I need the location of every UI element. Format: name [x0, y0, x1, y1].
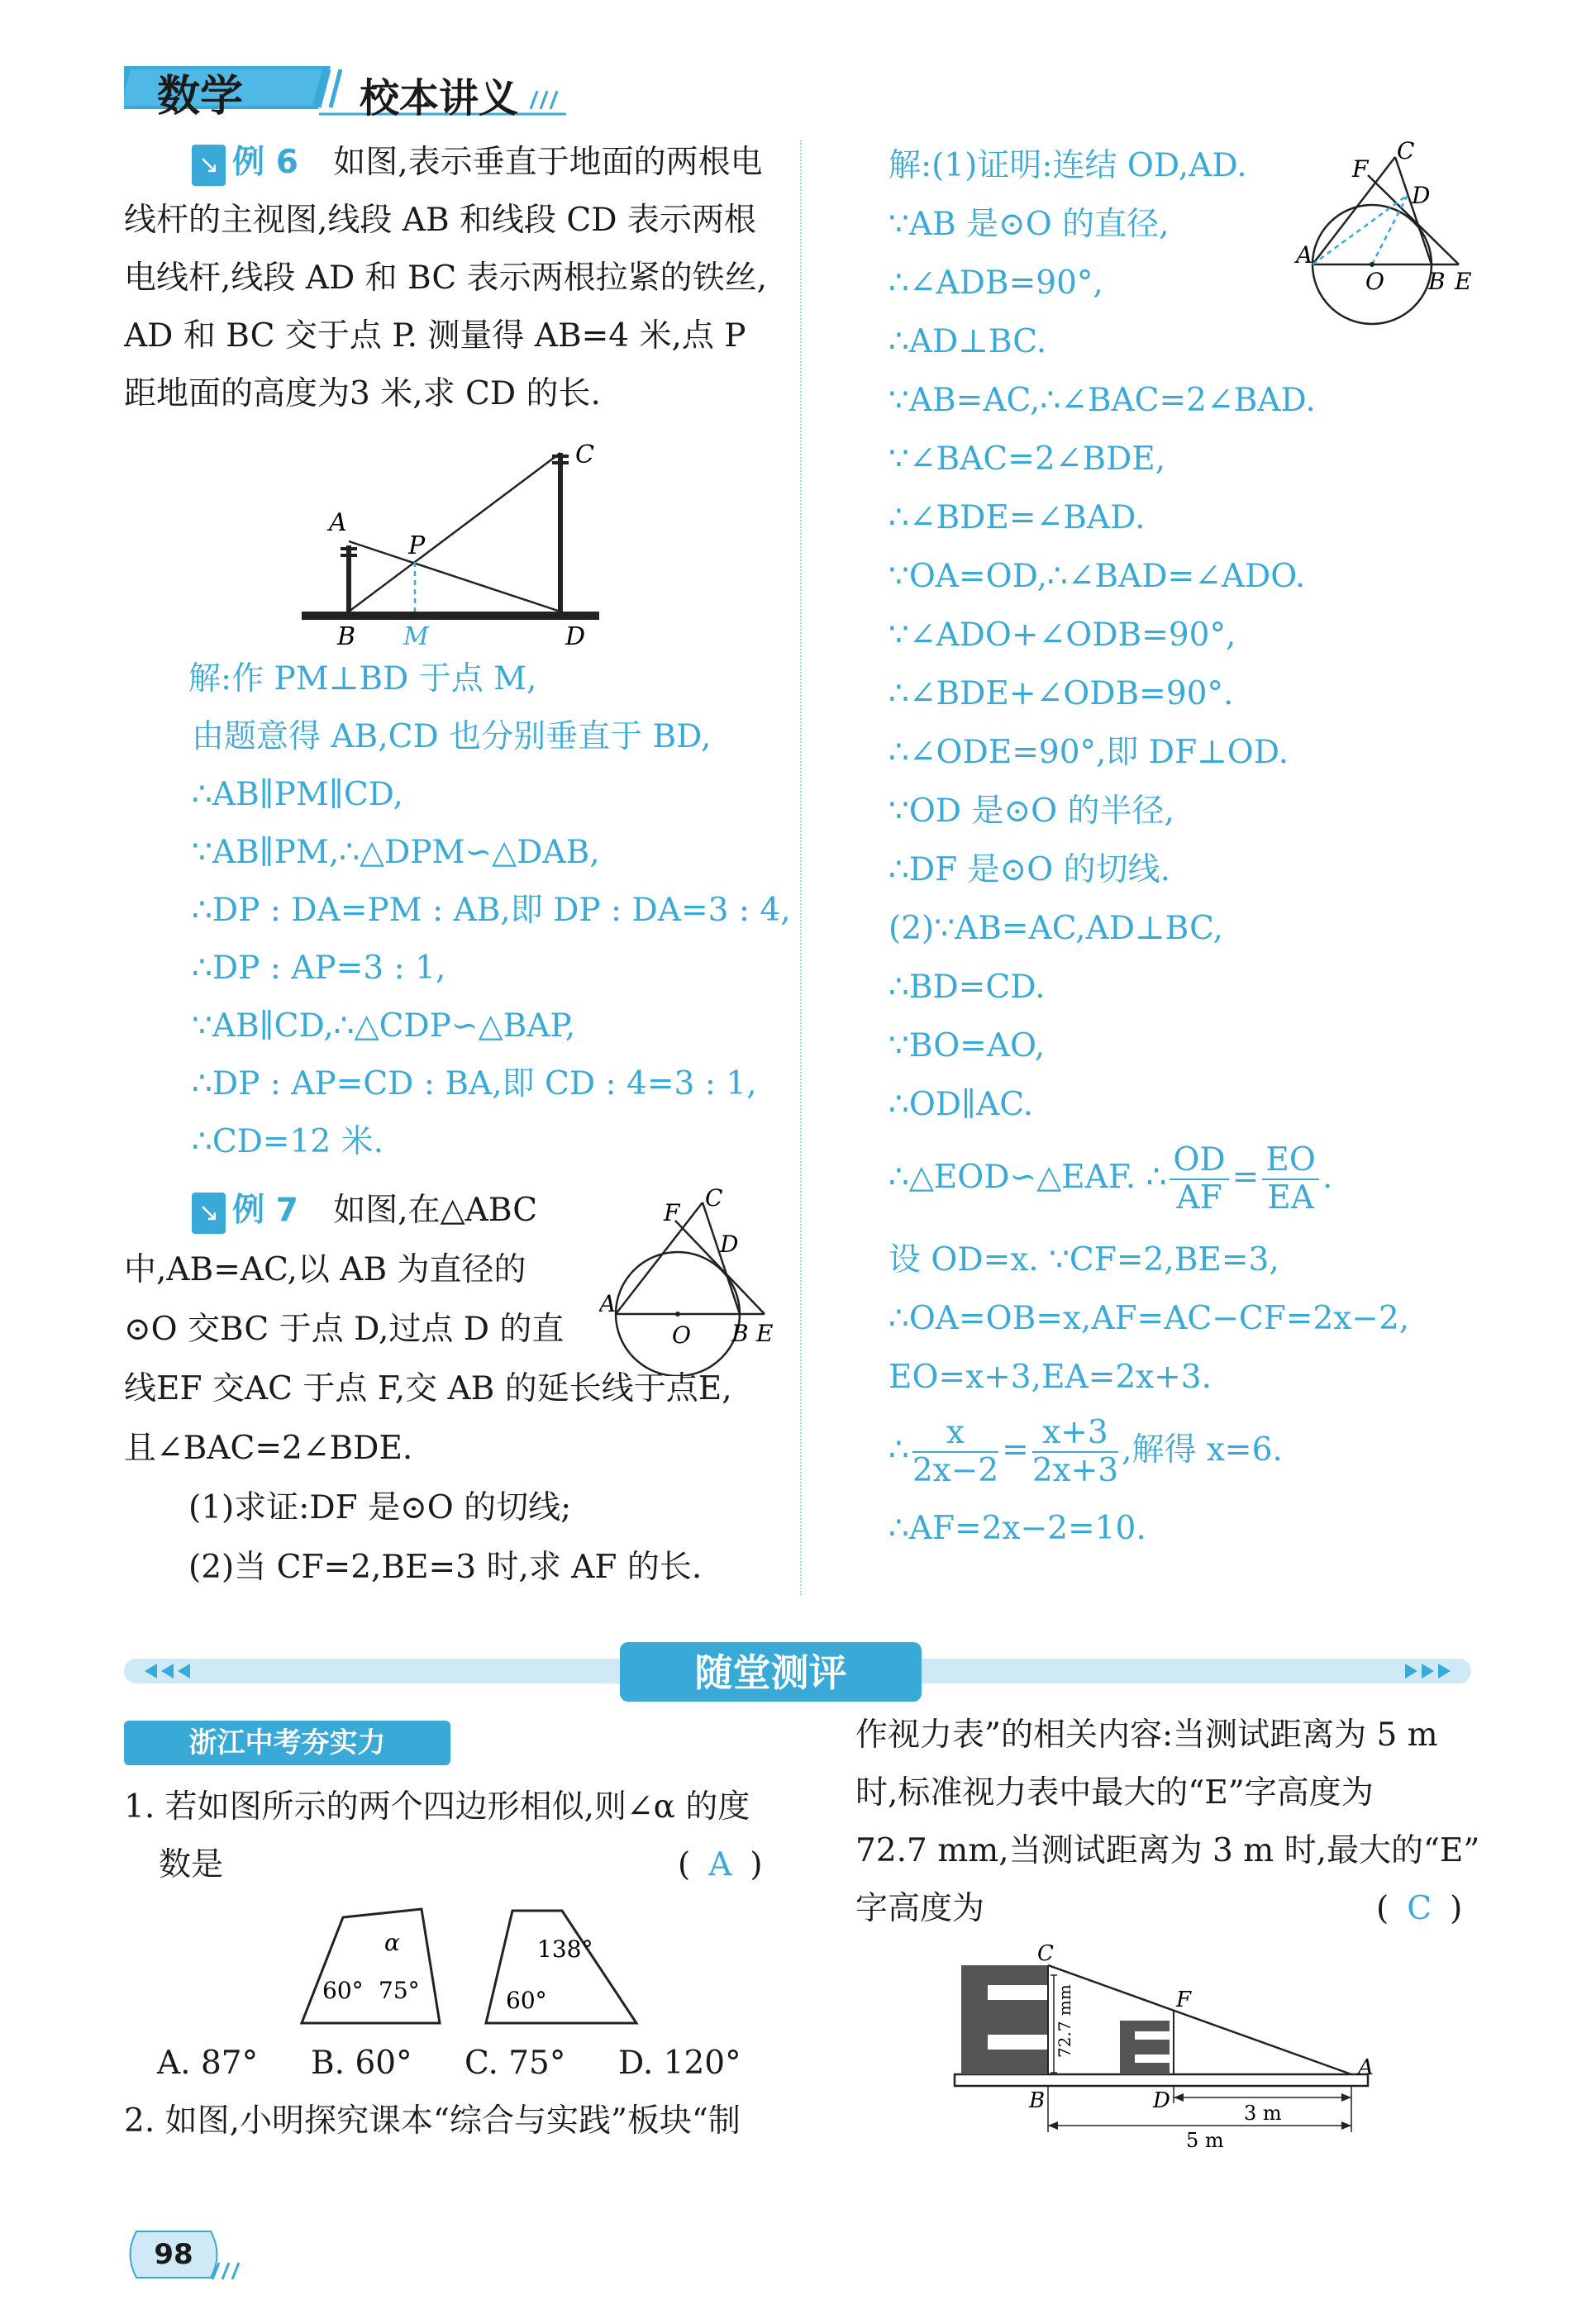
fig7-label-e: E	[756, 1320, 774, 1347]
q1-answer: A	[708, 1846, 732, 1883]
example6-arrow-icon: ↘	[192, 145, 226, 186]
fig6-label-m: M	[403, 622, 429, 651]
example6-solution-line: ∴DP : DA=PM : AB,即 DP : DA=3 : 4,	[192, 892, 791, 929]
solution7-line: ∵BO=AO,	[889, 1027, 1046, 1064]
example7-problem-line: 线EF 交AC 于点 F,交 AB 的延长线于点E,	[124, 1370, 732, 1407]
solution7-final: ∴AF=2x−2=10.	[889, 1510, 1146, 1547]
solution7-line: ∵OD 是⊙O 的半径,	[889, 793, 1174, 830]
solution7-line: ∴DF 是⊙O 的切线.	[889, 851, 1170, 888]
example7-problem-line: 且∠BAC=2∠BDE.	[124, 1430, 413, 1467]
fig7s-label-e: E	[1455, 268, 1472, 295]
solution7-similar-prefix: ∴△EOD∽△EAF. ∴	[889, 1159, 1167, 1196]
q1-answer-close: )	[750, 1846, 763, 1883]
fig6-label-b: B	[337, 622, 356, 651]
header-subject: 数学	[157, 72, 244, 121]
fraction-denominator: AF	[1176, 1179, 1222, 1217]
q1-option: B. 60°	[311, 2045, 412, 2082]
q1-figure	[298, 1901, 645, 2033]
page-number: 98	[154, 2238, 193, 2271]
example6-solution-line: 由题意得 AB,CD 也分别垂直于 BD,	[192, 718, 712, 755]
fraction-numerator: x	[912, 1415, 998, 1453]
solution7-equation-line: ∴ $\frac{x}{2x-2}$ = $\frac{x+3}{2x+3}$ ,解得 x=6.	[889, 1414, 1283, 1489]
solution7-eq-prefix: ∴	[889, 1431, 909, 1469]
solution7-line: ∵AB 是⊙O 的直径,	[889, 206, 1170, 243]
q1-fig-angle: 60°	[322, 1977, 364, 2004]
fraction-numerator: EO	[1262, 1142, 1318, 1180]
fig7s-label-a: A	[1296, 241, 1313, 269]
q2-fig-distance-5: 5 m	[1186, 2129, 1224, 2149]
q2-fig-label-b: B	[1029, 2088, 1046, 2113]
q2-stem-cont: 时,标准视力表中最大的“E”字高度为	[855, 1774, 1374, 1812]
q2-fig-distance-3: 3 m	[1244, 2102, 1282, 2125]
example6-label: 例 6	[232, 144, 298, 181]
q2-answer-open: (	[1376, 1890, 1389, 1927]
solution7-similar-line: ∴△EOD∽△EAF. ∴ $\frac{OD}{AF}$ = $\frac{EO}{EA}$ .	[889, 1141, 1333, 1217]
example6-problem-line: 电线杆,线段 AD 和 BC 表示两根拉紧的铁丝,	[124, 259, 768, 297]
q1-fig-angle: 75°	[379, 1977, 420, 2004]
example7-problem-line: 中,AB=AC,以 AB 为直径的	[124, 1251, 526, 1288]
q2-stem-cont: 72.7 mm,当测试距离为 3 m 时,最大的“E”	[855, 1832, 1480, 1869]
solution7-similar-suffix: .	[1322, 1159, 1333, 1196]
fig7-label-a: A	[599, 1290, 617, 1317]
q2-stem: 2. 如图,小明探究课本“综合与实践”板块“制	[124, 2102, 741, 2140]
q2-answer-box	[1376, 1888, 1462, 1930]
subsection-tag: 浙江中考夯实力	[124, 1721, 450, 1765]
solution7-line2: 设 OD=x. ∵CF=2,BE=3,	[889, 1241, 1279, 1278]
fig6-label-d: D	[565, 622, 586, 651]
q1-answer-open: (	[678, 1846, 691, 1883]
fraction-od-af	[1170, 1142, 1228, 1217]
example6-heading	[192, 142, 763, 186]
solution7-line: ∴∠ADB=90°,	[889, 264, 1103, 302]
fig7-label-o: O	[672, 1321, 691, 1349]
q2-stem-cont: 字高度为	[855, 1890, 985, 1927]
solution7-line: ∴OD∥AC.	[889, 1086, 1034, 1123]
q2-answer: C	[1407, 1890, 1432, 1927]
fig6-label-a: A	[329, 508, 347, 537]
q1-option: A. 87°	[157, 2045, 259, 2082]
fig6-label-p: P	[408, 531, 426, 560]
fig7-label-c: C	[705, 1186, 723, 1212]
fraction-numerator: OD	[1170, 1142, 1228, 1180]
q1-option: C. 75°	[465, 2045, 566, 2082]
column-divider	[800, 140, 802, 1595]
fig6-label-c: C	[575, 440, 594, 469]
fig7-label-b: B	[731, 1320, 749, 1347]
solution7-line: ∵∠ADO+∠ODB=90°,	[889, 617, 1236, 654]
q2-fig-label-a: A	[1358, 2055, 1374, 2080]
q1-answer-box	[678, 1845, 763, 1886]
example6-solution-line: ∴AB∥PM∥CD,	[192, 776, 403, 813]
example6-solution-line: ∴DP : AP=CD : BA,即 CD : 4=3 : 1,	[192, 1065, 757, 1102]
header-title: 校本讲义	[360, 75, 519, 121]
example7-problem-line: ⊙O 交BC 于点 D,过点 D 的直	[124, 1311, 565, 1348]
solution7-line: ∴∠BDE+∠ODB=90°.	[889, 675, 1234, 712]
q1-option: D. 120°	[618, 2045, 741, 2082]
fig7-label-d: D	[720, 1231, 739, 1258]
page-header	[124, 58, 570, 121]
solution7-line2: ∴OA=OB=x,AF=AC−CF=2x−2,	[889, 1300, 1410, 1337]
fig7-label-f: F	[664, 1199, 680, 1226]
q1-fig-angle: 60°	[506, 1987, 547, 2014]
fig7s-label-d: D	[1412, 182, 1431, 209]
solution7-line: ∴∠BDE=∠BAD.	[889, 499, 1146, 536]
q2-fig-label-c: C	[1037, 1942, 1054, 1966]
fig7s-label-f: F	[1352, 155, 1369, 183]
example6-solution-line: ∵AB∥PM,∴△DPM∽△DAB,	[192, 834, 600, 871]
q1-stem-cont: 数是	[159, 1846, 224, 1883]
solution7-line: ∵AB=AC,∴∠BAC=2∠BAD.	[889, 382, 1316, 419]
example6-solution-line: ∴DP : AP=3 : 1,	[192, 950, 446, 987]
example6-problem-line: 距地面的高度为3 米,求 CD 的长.	[124, 375, 601, 412]
q2-answer-close: )	[1450, 1890, 1463, 1927]
fraction-denominator: 2x+3	[1031, 1452, 1119, 1489]
q2-fig-label-d: D	[1153, 2088, 1170, 2113]
solution7-line: ∴BD=CD.	[889, 969, 1046, 1006]
q1-fig-angle: 138°	[537, 1935, 593, 1963]
fig7s-label-c: C	[1397, 140, 1415, 164]
fraction-x-2x-2	[912, 1415, 998, 1489]
q2-figure	[946, 1942, 1393, 2149]
fraction-x3-2x3	[1032, 1415, 1118, 1489]
solution7-line: ∴∠ODE=90°,即 DF⊥OD.	[889, 734, 1289, 771]
fraction-denominator: 2x−2	[912, 1452, 999, 1489]
solution7-line: (2)∵AB=AC,AD⊥BC,	[889, 910, 1223, 947]
example6-figure	[298, 438, 603, 653]
fig7s-label-o: O	[1365, 268, 1384, 295]
fig7s-label-b: B	[1428, 268, 1446, 295]
q1-stem: 1. 若如图所示的两个四边形相似,则∠α 的度	[124, 1788, 750, 1826]
solution7-line2: EO=x+3,EA=2x+3.	[889, 1359, 1212, 1396]
example7-problem-line: 如图,在△ABC	[333, 1192, 538, 1229]
example6-problem-line: 线杆的主视图,线段 AB 和线段 CD 表示两根	[124, 202, 756, 239]
example7-problem-line: (2)当 CF=2,BE=3 时,求 AF 的长.	[188, 1549, 703, 1586]
fraction-numerator: x+3	[1032, 1415, 1118, 1453]
example7-figure	[599, 1186, 789, 1376]
example6-solution-line: ∴CD=12 米.	[192, 1123, 384, 1160]
section-banner-title: 随堂测评	[694, 1650, 847, 1695]
q2-fig-label-f: F	[1176, 1988, 1192, 2012]
solution7-line: ∵∠BAC=2∠BDE,	[889, 440, 1166, 478]
example6-solution-line: 解:作 PM⊥BD 于点 M,	[188, 660, 537, 698]
solution7-line: ∴AD⊥BC.	[889, 323, 1047, 360]
example7-problem-line: (1)求证:DF 是⊙O 的切线;	[188, 1489, 572, 1526]
q1-fig-alpha: α	[384, 1929, 400, 1956]
q2-fig-height: 72.7 mm	[1055, 1984, 1074, 2058]
example7-label: 例 7	[232, 1192, 298, 1229]
solution7-eq-suffix: ,解得 x=6.	[1122, 1431, 1283, 1469]
solution7-line: 解:(1)证明:连结 OD,AD.	[889, 147, 1247, 184]
fraction-denominator: EA	[1267, 1179, 1314, 1217]
example7-arrow-icon: ↘	[192, 1193, 226, 1234]
q2-stem-cont: 作视力表”的相关内容:当测试距离为 5 m	[855, 1716, 1438, 1754]
example6-problem-line: 如图,表示垂直于地面的两根电	[333, 144, 763, 181]
solution7-line: ∵OA=OD,∴∠BAD=∠ADO.	[889, 558, 1306, 595]
example6-problem-line: AD 和 BC 交于点 P. 测量得 AB=4 米,点 P	[124, 317, 746, 355]
solution7-figure	[1289, 140, 1488, 326]
example6-solution-line: ∵AB∥CD,∴△CDP∽△BAP,	[192, 1007, 576, 1045]
fraction-eo-ea	[1262, 1142, 1318, 1217]
example7-heading	[192, 1190, 537, 1234]
